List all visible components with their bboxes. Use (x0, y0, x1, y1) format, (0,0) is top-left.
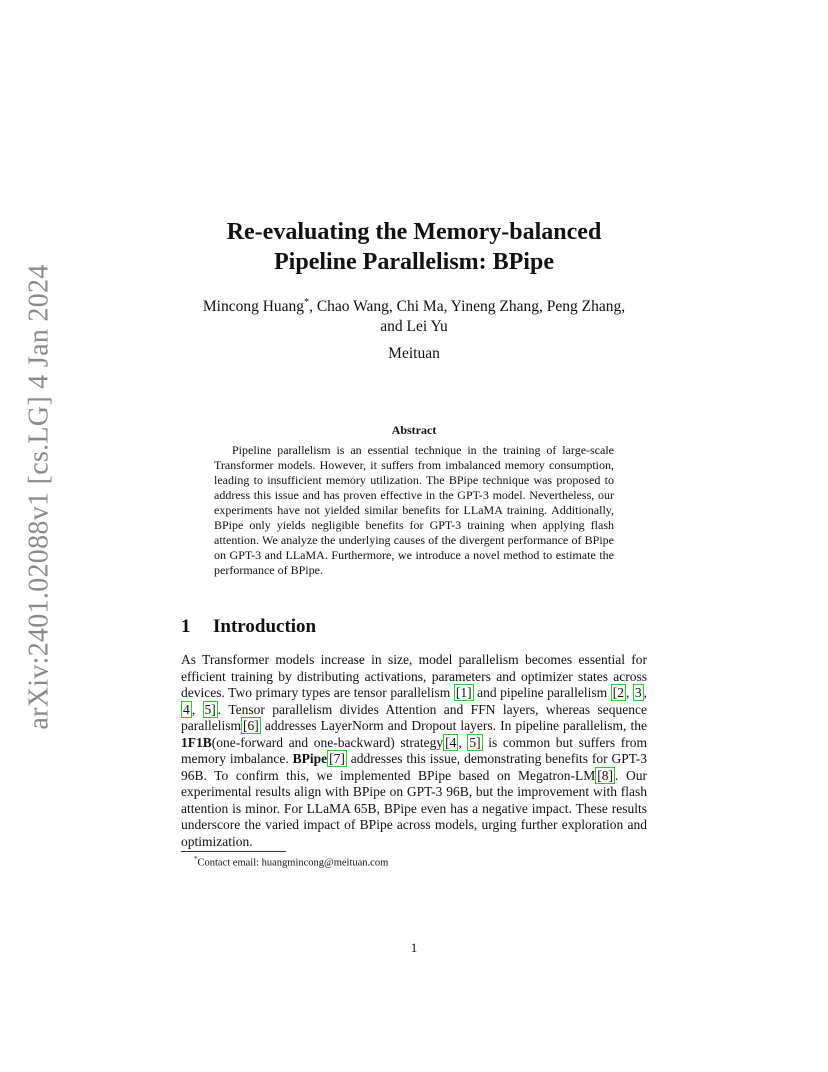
citation-link[interactable]: [8] (597, 767, 614, 783)
intro-text: . Our experimental results align with BPipe on GPT-3 96B, but the improvement with flash attention is minor. For LLaMA 65B, BPipe even has a negative impact. These results underscore the varied impact of BPipe across models, urging further exploration and optimization. (181, 767, 648, 849)
arxiv-id: arXiv:2401.02088v1 [cs.LG] 4 Jan 2024 (24, 264, 56, 730)
footnote (194, 855, 388, 869)
intro-text: is common but suffers from memory imbalance. (181, 734, 648, 766)
footnote-mark: * (194, 855, 198, 863)
footnote-text: Contact email: huangmincong@meituan.com (197, 857, 389, 869)
author-list (150, 293, 678, 337)
citation-link[interactable]: [6] (242, 718, 259, 733)
citation-link[interactable]: [1] (455, 685, 472, 700)
intro-text: As Transformer models increase in size, model parallelism becomes essential for efficient training by distributing activations, parameters and optimizer states across devices. Two primary types are tensor parallelism (181, 652, 647, 700)
intro-text: and pipeline parallelism (473, 685, 611, 700)
citation-link[interactable]: 5] (469, 734, 481, 750)
footnote-rule (181, 851, 286, 852)
arxiv-sidebar-stamp (15, 264, 65, 730)
intro-text: addresses this issue, demonstrating benefits for GPT-3 96B. To confirm this, we implemented BPipe based on Megatron-LM (181, 751, 647, 783)
citation-separator: , (458, 734, 468, 750)
abstract-text: Pipeline parallelism is an essential technique in the training of large-scale Transformer models. However, it suffers from imbalanced memory consumption, leading to insufficient memory utilization. The BPipe technique was proposed to address this issue and has proven effective in the GPT-3 model. Nevertheless, our experiments have not yielded similar benefits for LLaMA training. Additionally, BPipe only yields negligible benefits for GPT-3 training when applying flash attention. We analyze the underlying causes of the divergent performance of BPipe on GPT-3 and LLaMA. Furthermore, we introduce a novel method to estimate the performance of BPipe. (214, 443, 614, 577)
introduction-paragraph (181, 652, 647, 850)
citation-separator: , (643, 685, 647, 700)
citation-link[interactable]: [7] (329, 751, 345, 766)
citation-separator: , (191, 701, 203, 717)
citation-link[interactable]: 4 (183, 701, 190, 717)
authors-line-2: and Lei Yu (380, 318, 448, 336)
section-heading (181, 616, 316, 638)
page-number: 1 (410, 940, 418, 955)
title-line-2: Pipeline Parallelism: BPipe (274, 249, 554, 275)
affiliation: Meituan (388, 345, 440, 362)
citation-separator: , (625, 685, 633, 700)
intro-text: . Tensor parallelism divides Attention and FFN layers, whereas sequence parallelism (181, 701, 648, 733)
author-footnote-mark: * (304, 297, 310, 308)
citation-link[interactable]: [4 (445, 734, 457, 750)
citation-link[interactable]: [2 (612, 685, 624, 700)
intro-text: (one-forward and one-backward) strategy (211, 734, 444, 750)
paper-title (150, 217, 678, 277)
section-number: 1 (181, 616, 191, 637)
intro-text: addresses LayerNorm and Dropout layers. In pipeline parallelism, the (260, 718, 647, 733)
term-bpipe: BPipe (292, 751, 328, 766)
section-title: Introduction (213, 616, 317, 637)
first-author: Mincong Huang (202, 298, 305, 316)
title-line-1: Re-evaluating the Memory-balanced (226, 219, 602, 245)
term-1f1b: 1F1B (181, 734, 212, 750)
abstract-heading: Abstract (391, 423, 437, 437)
other-authors: , Chao Wang, Chi Ma, Yineng Zhang, Peng Zhang, (309, 298, 626, 316)
citation-link[interactable]: 5] (204, 701, 216, 717)
citation-link[interactable]: 3 (634, 685, 642, 700)
